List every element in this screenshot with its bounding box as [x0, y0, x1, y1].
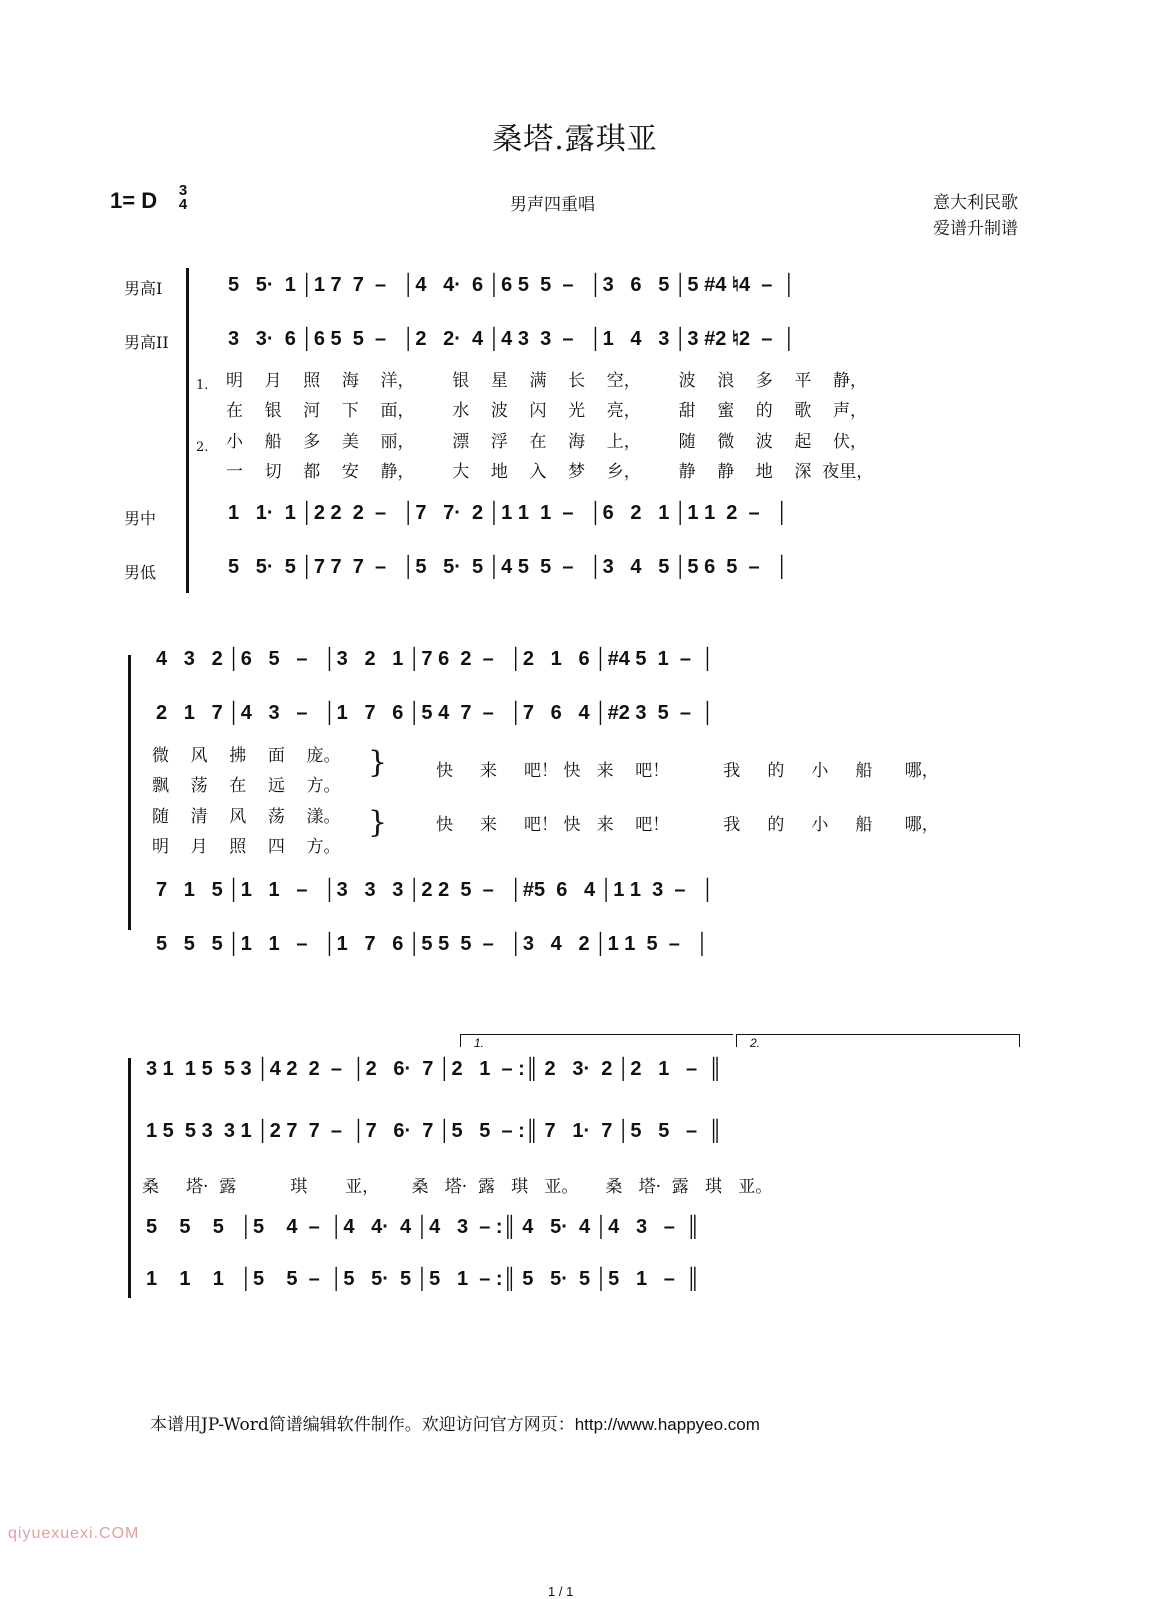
- system2-tenor1-line: 4 3 2 │6 5 – │3 2 1 │7 6 2 – │2 1 6 │#4 5 1 – │: [156, 648, 715, 670]
- system1-tenor2-line: 3 3· 6 │6 5 5 – │2 2· 4 │4 3 3 – │1 4 3 │3 #2 ♮2 – │: [228, 328, 796, 350]
- page-number: 1 / 1: [548, 1584, 574, 1599]
- system2-tenor2-line: 2 1 7 │4 3 – │1 7 6 │5 4 7 – │7 6 4 │#2 3 5 – │: [156, 702, 715, 724]
- system1-lyrics-line: 在 银 河 下 面， 水 波 闪 光 亮， 甜 蜜 的 歌 声，: [226, 401, 868, 421]
- system2-lyrics-line: 微 风 拂 面 庞。: [152, 746, 341, 766]
- system1-lyrics-line: 明 月 照 海 洋， 银 星 满 长 空， 波 浪 多 平 静，: [226, 371, 868, 391]
- system2-bass-line: 5 5 5 │1 1 – │1 7 6 │5 5 5 – │3 4 2 │1 1 5 – │: [156, 933, 710, 955]
- system3-lyrics-line: 桑 塔· 露 琪 亚， 桑 塔· 露 琪 亚。 桑 塔· 露 琪 亚。: [142, 1177, 773, 1197]
- credit-origin: 意大利民歌: [933, 193, 1018, 213]
- key-signature: 1= D: [110, 188, 158, 213]
- second-ending-bracket: [736, 1034, 1020, 1047]
- system1-bracket: [186, 268, 189, 593]
- credit-transcriber: 爱谱升制谱: [933, 219, 1018, 239]
- footer-url[interactable]: http://www.happyeo.com: [574, 1415, 760, 1434]
- footer-text: 本谱用JP-Word简谱编辑软件制作。欢迎访问官方网页：: [150, 1415, 575, 1435]
- time-signature: [173, 184, 193, 212]
- second-ending-label: 2.: [750, 1036, 761, 1050]
- verse-mark-1: 1.: [196, 378, 209, 393]
- system1-bass-line: 5 5· 5 │7 7 7 – │5 5· 5 │4 5 5 – │3 4 5 │5 6 5 – │: [228, 556, 789, 578]
- system1-tenor1-line: 5 5· 1 │1 7 7 – │4 4· 6 │6 5 5 – │3 6 5 │5 #4 ♮4 – │: [228, 274, 796, 296]
- first-ending-bracket: [460, 1034, 733, 1047]
- voice-label-tenor2: 男高II: [124, 333, 169, 352]
- verse-brace: }: [368, 805, 388, 840]
- system3-bracket: [128, 1058, 131, 1298]
- system2-lyrics-line: 随 清 风 荡 漾。: [152, 807, 341, 827]
- system2-baritone-line: 7 1 5 │1 1 – │3 3 3 │2 2 5 – │#5 6 4 │1 1 3 – │: [156, 879, 715, 901]
- refrain-lyrics-line: 快 来 吧！ 快 来 吧！ 我 的 小 船 哪，: [436, 761, 939, 781]
- system3-baritone-line: 5 5 5 │5 4 – │4 4· 4 │4 3 – :║ 4 5· 4 │4 3 – ║: [146, 1216, 701, 1238]
- footer-note: [150, 1410, 760, 1435]
- verse-mark-2: 2.: [196, 440, 209, 455]
- system1-lyrics-line: 一 切 都 安 静， 大 地 入 梦 乡， 静 静 地 深 夜里，: [226, 462, 874, 482]
- meter-bottom: 4: [178, 196, 188, 213]
- system2-lyrics-line: 飘 荡 在 远 方。: [152, 776, 341, 796]
- system2-lyrics-line: 明 月 照 四 方。: [152, 837, 341, 857]
- meter-top: 3: [178, 182, 188, 199]
- watermark: qiyuexuexi.COM: [8, 1525, 140, 1542]
- system3-tenor1-line: 3 1 1 5 5 3 │4 2 2 – │2 6· 7 │2 1 – :║ 2 3· 2 │2 1 – ║: [146, 1058, 723, 1080]
- refrain-lyrics-line: 快 来 吧！ 快 来 吧！ 我 的 小 船 哪，: [436, 815, 939, 835]
- subtitle: 男声四重唱: [510, 195, 595, 215]
- system2-bracket: [128, 655, 131, 930]
- voice-label-tenor1: 男高I: [124, 279, 163, 298]
- system3-tenor2-line: 1 5 5 3 3 1 │2 7 7 – │7 6· 7 │5 5 – :║ 7 1· 7 │5 5 – ║: [146, 1120, 723, 1142]
- song-title: 桑塔.露琪亚: [492, 122, 658, 157]
- verse-brace: }: [368, 745, 388, 780]
- system1-baritone-line: 1 1· 1 │2 2 2 – │7 7· 2 │1 1 1 – │6 2 1 │1 1 2 – │: [228, 502, 789, 524]
- first-ending-label: 1.: [474, 1036, 485, 1050]
- system1-lyrics-line: 小 船 多 美 丽， 漂 浮 在 海 上， 随 微 波 起 伏，: [226, 432, 868, 452]
- voice-label-bass: 男低: [124, 563, 157, 582]
- system3-bass-line: 1 1 1 │5 5 – │5 5· 5 │5 1 – :║ 5 5· 5 │5 1 – ║: [146, 1268, 701, 1290]
- voice-label-baritone: 男中: [124, 509, 157, 528]
